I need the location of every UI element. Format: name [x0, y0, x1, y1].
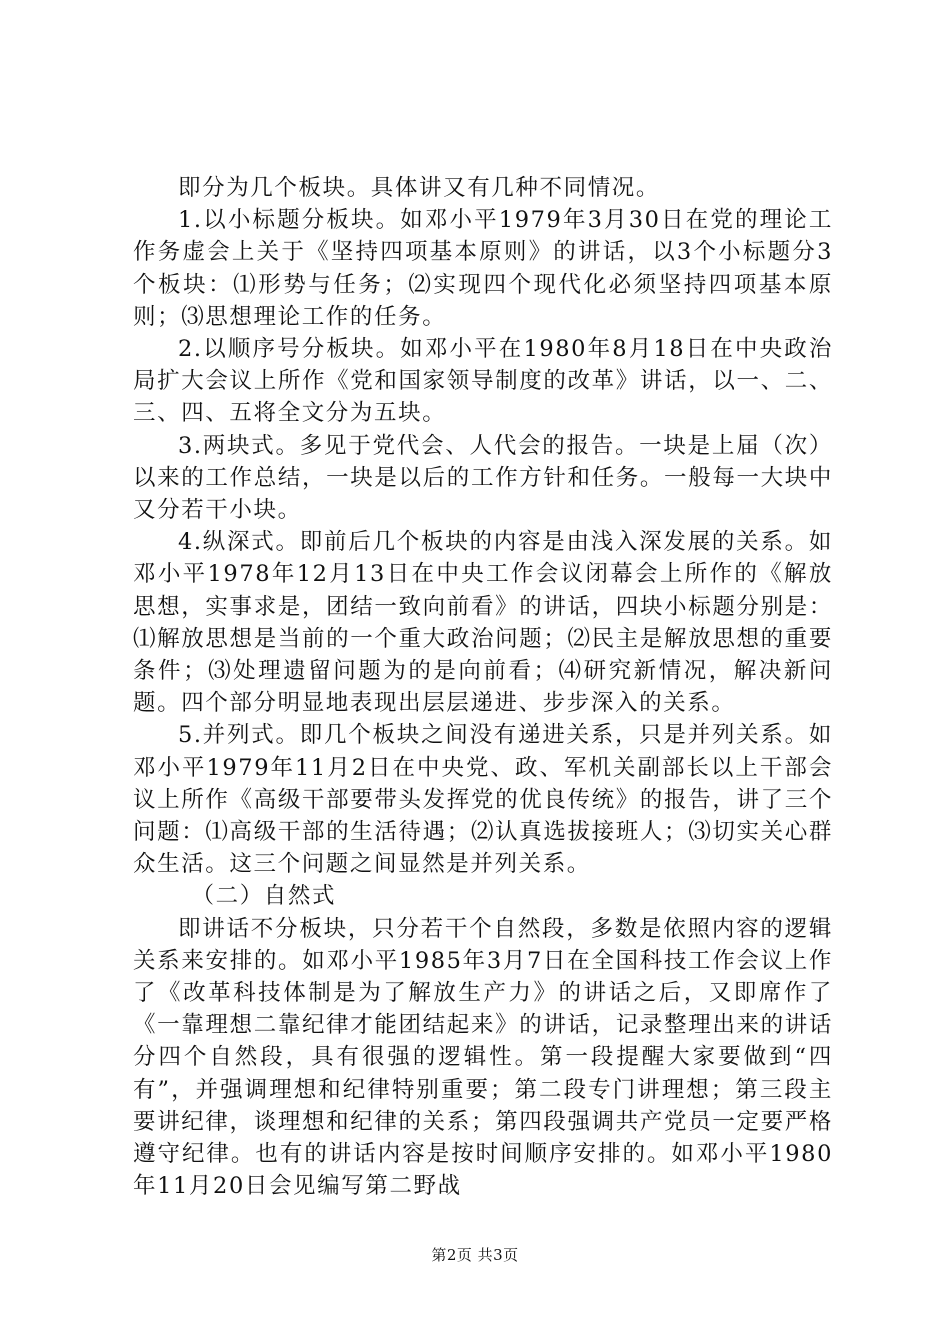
- paragraph-natural: 即讲话不分板块，只分若干个自然段，多数是依照内容的逻辑关系来安排的。如邓小平1985年3月7日在全国科技工作会议上作了《改革科技体制是为了解放生产力》的讲话之后，又即席作了《一靠理想二靠纪律才能团结起来》的讲话，记录整理出来的讲话分四个自然段，具有很强的逻辑性。第一段提醒大家要做到“四有”，并强调理想和纪律特别重要；第二段专门讲理想；第三段主要讲纪律，谈理想和纪律的关系；第四段强调共产党员一定要严格遵守纪律。也有的讲话内容是按时间顺序安排的。如邓小平1980年11月20日会见编写第二野战: [133, 915, 833, 1200]
- page-number-footer: 第2页 共3页: [431, 1246, 519, 1264]
- paragraph-item-1: 1.以小标题分板块。如邓小平1979年3月30日在党的理论工作务虚会上关于《坚持四项基本原则》的讲话，以3个小标题分3个板块：⑴形势与任务；⑵实现四个现代化必须坚持四项基本原则；⑶思想理论工作的任务。: [133, 207, 833, 330]
- paragraph-item-2: 2.以顺序号分板块。如邓小平在1980年8月18日在中央政治局扩大会议上所作《党和国家领导制度的改革》讲话，以一、二、三、四、五将全文分为五块。: [133, 336, 833, 427]
- paragraph-intro: 即分为几个板块。具体讲又有几种不同情况。: [178, 175, 661, 201]
- document-body: [133, 172, 833, 1203]
- paragraph-item-5: 5.并列式。即几个板块之间没有递进关系，只是并列关系。如邓小平1979年11月2日在中央党、政、军机关副部长以上干部会议上所作《高级干部要带头发挥党的优良传统》的报告，讲了三个问题：⑴高级干部的生活待遇；⑵认真选拔接班人；⑶切实关心群众生活。这三个问题之间显然是并列关系。: [133, 722, 833, 878]
- paragraph-item-4: 4.纵深式。即前后几个板块的内容是由浅入深发展的关系。如邓小平1978年12月13日在中央工作会议闭幕会上所作的《解放思想，实事求是，团结一致向前看》的讲话，四块小标题分别是：⑴解放思想是当前的一个重大政治问题；⑵民主是解放思想的重要条件；⑶处理遗留问题为的是向前看；⑷研究新情况，解决新问题。四个部分明显地表现出层层递进、步步深入的关系。: [133, 529, 833, 717]
- section-heading-natural: （二）自然式: [191, 883, 337, 910]
- paragraph-item-3: 3.两块式。多见于党代会、人代会的报告。一块是上届（次）以来的工作总结，一块是以后的工作方针和任务。一般每一大块中又分若干小块。: [133, 432, 833, 524]
